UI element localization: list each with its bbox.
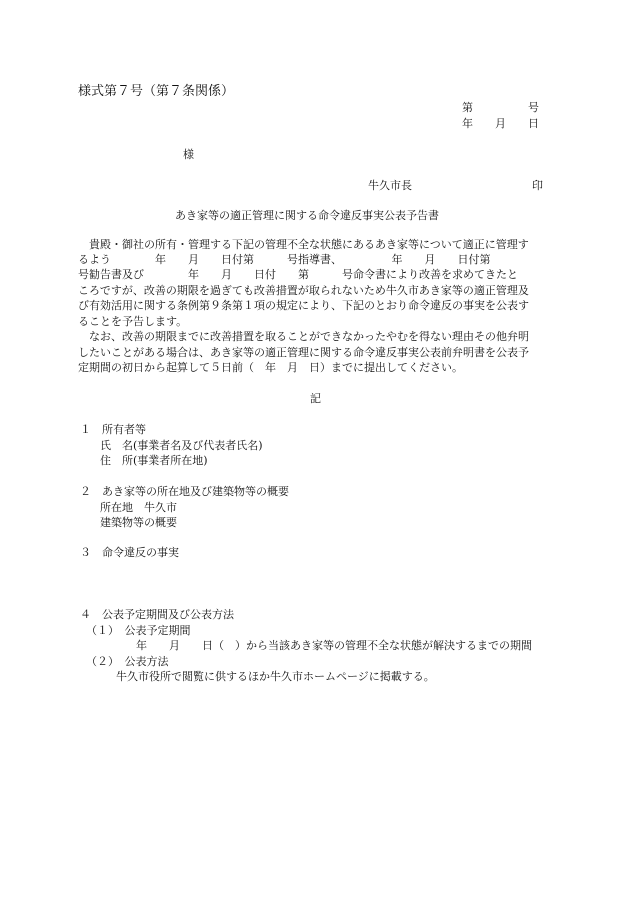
publication-period-label: （１） 公表予定期間 bbox=[86, 624, 191, 637]
owner-name-label: 氏 名(事業者名及び代表者氏名) bbox=[100, 439, 263, 452]
body-line: 号勧告書及び 年 月 日付 第 号命令書により改善を求めてきたと bbox=[78, 268, 518, 281]
form-number: 様式第７号（第７条関係） bbox=[78, 84, 235, 99]
body-line: 定期間の初日から起算して５日前（ 年 月 日）までに提出してください。 bbox=[78, 361, 463, 374]
section-3-title: ３ 命令違反の事実 bbox=[80, 546, 179, 559]
body-line: したいことがある場合は、あき家等の適正管理に関する命令違反事実公表前弁明書を公表予 bbox=[78, 346, 529, 359]
body-line: ることを予告します。 bbox=[78, 315, 188, 328]
publication-method-label: （２） 公表方法 bbox=[86, 655, 169, 668]
document-title: あき家等の適正管理に関する命令違反事実公表予告書 bbox=[175, 209, 439, 222]
document-date: 年 月 日 bbox=[462, 117, 539, 130]
sender-name: 牛久市長 bbox=[368, 179, 412, 192]
ki-heading: 記 bbox=[310, 392, 321, 405]
body-line: 貴殿・御社の所有・管理する下記の管理不全な状態にあるあき家等について適正に管理す bbox=[78, 238, 529, 251]
section-4-title: ４ 公表予定期間及び公表方法 bbox=[80, 608, 234, 621]
section-1-title: １ 所有者等 bbox=[80, 423, 146, 436]
publication-period-text: 年 月 日（ ）から当該あき家等の管理不全な状態が解決するまでの期間 bbox=[136, 639, 532, 652]
body-line: ころですが、改善の期限を過ぎても改善措置が取られないため牛久市あき家等の適正管理及 bbox=[78, 284, 529, 297]
body-line: るよう 年 月 日付第 号指導書、 年 月 日付第 bbox=[78, 253, 491, 266]
publication-method-text: 牛久市役所で閲覧に供するほか牛久市ホームページに掲載する。 bbox=[116, 670, 435, 683]
location-label: 所在地 牛久市 bbox=[100, 501, 177, 514]
owner-address-label: 住 所(事業者所在地) bbox=[100, 454, 208, 467]
building-summary-label: 建築物等の概要 bbox=[100, 516, 177, 529]
seal-mark: 印 bbox=[532, 179, 543, 192]
document-number: 第 号 bbox=[462, 101, 539, 114]
addressee: 様 bbox=[183, 148, 194, 161]
section-2-title: ２ あき家等の所在地及び建築物等の概要 bbox=[80, 485, 289, 498]
body-line: び有効活用に関する条例第９条第１項の規定により、下記のとおり命令違反の事実を公表す bbox=[78, 299, 529, 312]
body-line: なお、改善の期限までに改善措置を取ることができなかったやむを得ない理由その他弁明 bbox=[78, 330, 529, 343]
